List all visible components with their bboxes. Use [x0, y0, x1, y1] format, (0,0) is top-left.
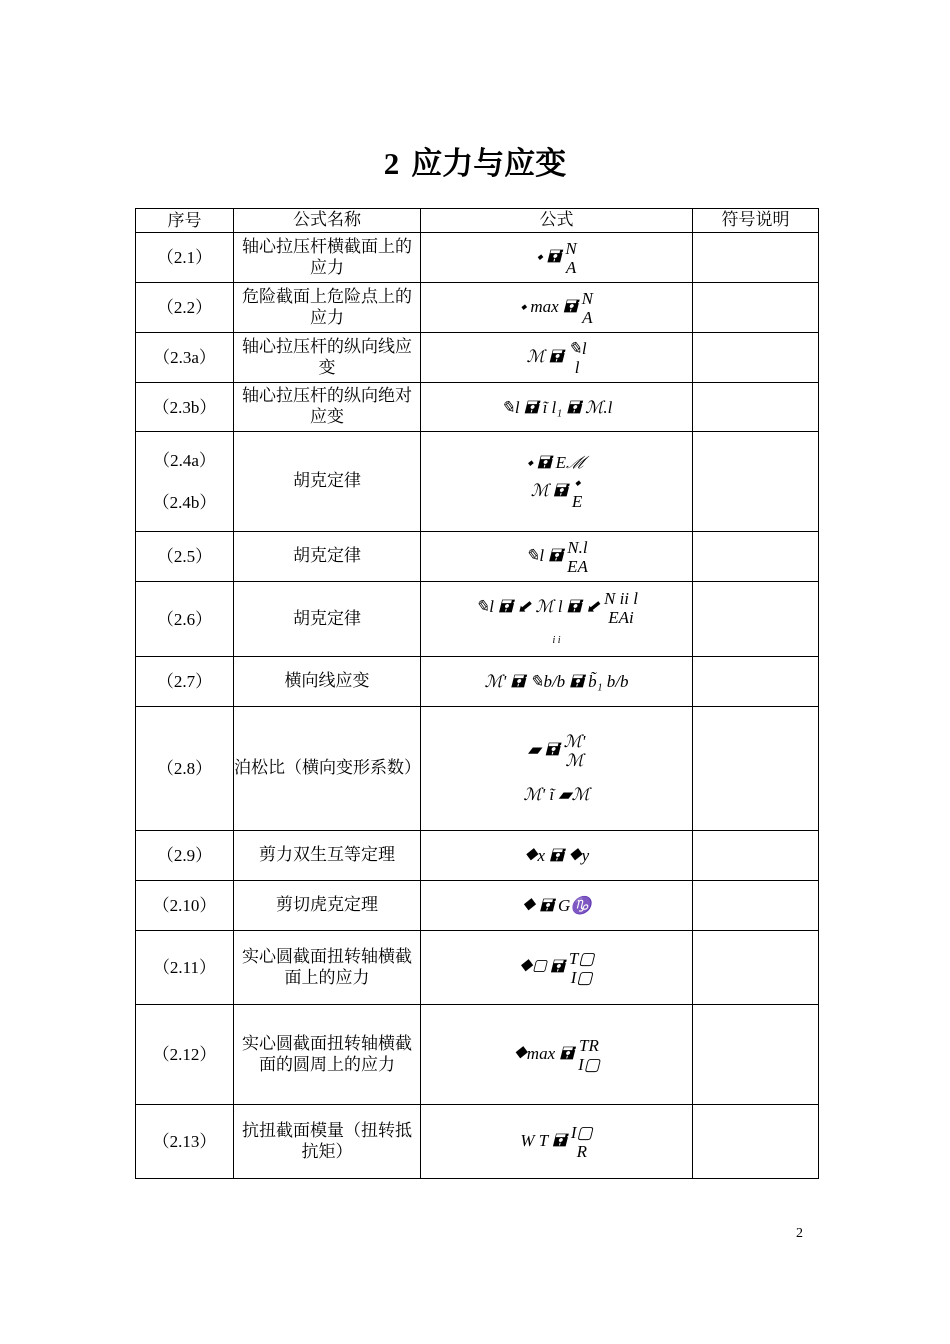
row-notes [693, 1005, 819, 1105]
row-notes [693, 707, 819, 831]
row-name: 实心圆截面扭转轴横截面的圆周上的应力 [234, 1005, 421, 1105]
row-name: 轴心拉压杆的纵向线应变 [234, 333, 421, 383]
row-number: （2.13） [136, 1105, 234, 1179]
row-formula [421, 657, 693, 707]
row-formula [421, 333, 693, 383]
row-number: （2.11） [136, 931, 234, 1005]
chapter-title: 应力与应变 [411, 146, 567, 182]
formula-numerator: ⬩ [574, 473, 581, 492]
row-number: （2.2） [136, 283, 234, 333]
formula-lhs: W T 🖬 [520, 1130, 567, 1150]
table-row [136, 333, 819, 383]
formula-numerator: TR [579, 1035, 599, 1055]
formula-lhs: ✎l 🖬 ⬋ ℳ l 🖬 ⬋ [474, 596, 600, 616]
formula-a: ⬩ 🖬 Eℳ [526, 453, 587, 472]
formula-numerator: N ii l [604, 588, 639, 608]
row-name: 抗扭截面模量（扭转抵抗矩） [234, 1105, 421, 1179]
row-notes [693, 383, 819, 432]
row-number: （2.8） [136, 707, 234, 831]
row-name: 危险截面上危险点上的应力 [234, 283, 421, 333]
row-formula [421, 881, 693, 931]
formula-lhs: ⯁max 🖬 [513, 1043, 574, 1063]
row-number: （2.3a） [136, 333, 234, 383]
table-row [136, 582, 819, 657]
row-formula [421, 831, 693, 881]
page-title [0, 142, 950, 186]
row-formula [421, 931, 693, 1005]
row-name: 轴心拉压杆横截面上的应力 [234, 233, 421, 283]
row-notes [693, 831, 819, 881]
formula-a-lhs: ▰ 🖬 [527, 739, 560, 759]
formula-denominator: R [576, 1141, 587, 1161]
row-name: 实心圆截面扭转轴横截面上的应力 [234, 931, 421, 1005]
row-number: （2.7） [136, 657, 234, 707]
header-formula: 公式 [421, 209, 693, 233]
row-formula [421, 383, 693, 432]
formula-lhs: ⯁▢ 🖬 [518, 956, 565, 976]
row-formula [421, 283, 693, 333]
formula-text: ⯁x 🖬 ⯁y [523, 846, 590, 865]
header-notes: 符号说明 [693, 209, 819, 233]
formula-lhs: ⬩ max 🖬 [520, 296, 578, 316]
formula-text: ⯁ 🖬 G♑ [521, 896, 592, 915]
formula-b: ℳ' ĩ ▰ℳ [523, 785, 590, 804]
row-notes [693, 333, 819, 383]
row-formula [421, 582, 693, 657]
table-row [136, 1005, 819, 1105]
header-name: 公式名称 [234, 209, 421, 233]
row-name: 剪力双生互等定理 [234, 831, 421, 881]
row-number: （2.6） [136, 582, 234, 657]
formula-numerator: ℳ' [563, 732, 586, 751]
formula-numerator: I▢ [570, 1122, 593, 1142]
table-row [136, 881, 819, 931]
row-notes [693, 283, 819, 333]
chapter-number: 2 [383, 146, 400, 181]
formula-numerator: N [581, 288, 593, 308]
row-number: （2.10） [136, 881, 234, 931]
row-number: （2.3b） [136, 383, 234, 432]
row-notes [693, 1105, 819, 1179]
table-header-row [136, 209, 819, 233]
formula-lhs: ⬩ 🖬 [536, 246, 562, 266]
formula-numerator: T▢ [568, 948, 595, 968]
table-row [136, 707, 819, 831]
row-formula [421, 233, 693, 283]
row-name: 胡克定律 [234, 582, 421, 657]
formula-denominator: ℳ [565, 751, 584, 770]
formula-denominator: E [571, 492, 583, 511]
row-name: 胡克定律 [234, 432, 421, 532]
table-row [136, 432, 819, 532]
row-notes [693, 432, 819, 532]
formula-denominator: EA [567, 556, 588, 576]
formula-numerator: ✎l [567, 338, 587, 358]
table-row [136, 383, 819, 432]
row-notes [693, 532, 819, 582]
row-notes [693, 881, 819, 931]
row-number: （2.5） [136, 532, 234, 582]
row-notes [693, 931, 819, 1005]
formula-text: ℳ' 🖬 ✎b/b 🖬 b̃₁ b/b [484, 672, 629, 691]
row-formula [421, 532, 693, 582]
formula-denominator: EAi [608, 607, 634, 627]
row-name: 泊松比（横向变形系数） [234, 707, 421, 831]
table-row [136, 233, 819, 283]
row-notes [693, 233, 819, 283]
formula-text: ✎l 🖬 ĩ l₁ 🖬 ℳ.l [500, 397, 613, 417]
row-number: （2.12） [136, 1005, 234, 1105]
row-number: （2.9） [136, 831, 234, 881]
page-number: 2 [796, 1226, 803, 1241]
row-name: 剪切虎克定理 [234, 881, 421, 931]
table-row [136, 532, 819, 582]
table-row [136, 831, 819, 881]
row-number-a: （2.4a） [153, 450, 216, 470]
table-row [136, 931, 819, 1005]
formula-lhs: ✎l 🖬 [525, 545, 563, 565]
formula-denominator: l [574, 357, 580, 377]
formula-numerator: N.l [567, 537, 588, 557]
row-number-b: （2.4b） [152, 492, 217, 512]
header-number: 序号 [136, 209, 234, 233]
row-formula [421, 1005, 693, 1105]
table-row [136, 283, 819, 333]
row-notes [693, 657, 819, 707]
formula-denominator: A [582, 307, 593, 327]
row-formula [421, 1105, 693, 1179]
formula-denominator: A [565, 257, 577, 277]
row-notes [693, 582, 819, 657]
formula-subscript: i i [552, 634, 561, 646]
row-number: （2.1） [136, 233, 234, 283]
formula-numerator: N [565, 238, 577, 258]
row-formula [421, 707, 693, 831]
formula-denominator: I▢ [570, 967, 593, 987]
table-row [136, 1105, 819, 1179]
table-row [136, 657, 819, 707]
formula-table [135, 208, 819, 1179]
row-number [136, 432, 234, 532]
row-name: 轴心拉压杆的纵向绝对应变 [234, 383, 421, 432]
formula-b-lhs: ℳ 🖬 [530, 480, 568, 500]
formula-lhs: ℳ 🖬 [526, 346, 564, 366]
row-name: 横向线应变 [234, 657, 421, 707]
row-formula [421, 432, 693, 532]
formula-denominator: I▢ [578, 1054, 600, 1074]
row-name: 胡克定律 [234, 532, 421, 582]
